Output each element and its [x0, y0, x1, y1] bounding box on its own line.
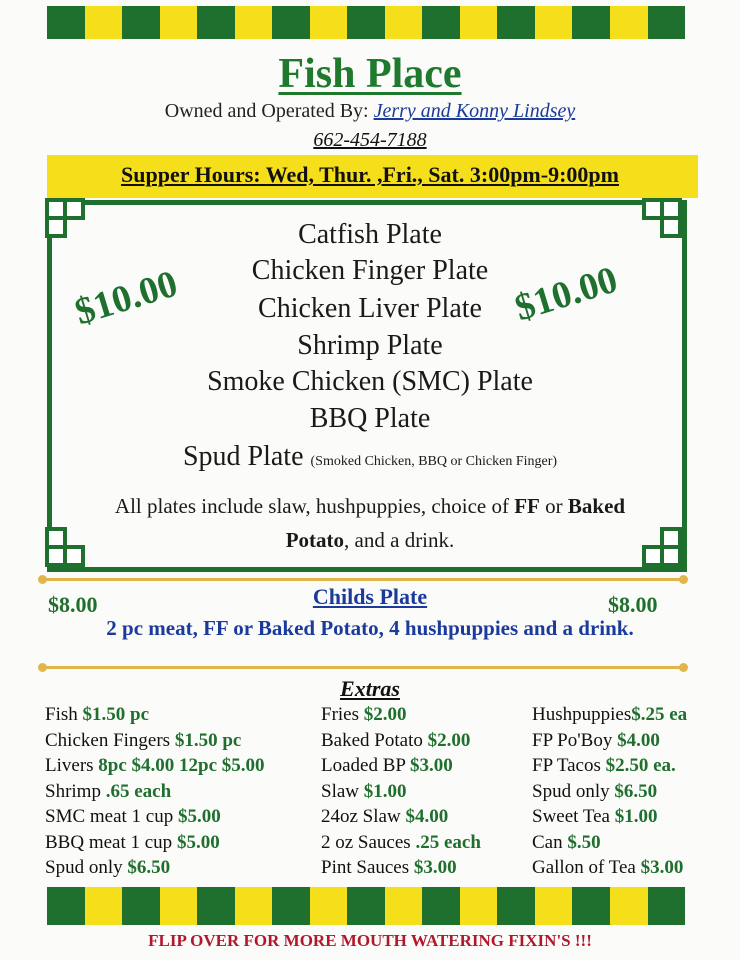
extras-item-price: 8pc $4.00 12pc $5.00: [98, 755, 265, 776]
extras-item: [532, 755, 687, 781]
extras-item: [532, 730, 687, 756]
stripe-segment: [648, 6, 686, 39]
plate-item: Chicken Finger Plate: [251, 255, 489, 286]
stripe-segment: [310, 6, 348, 39]
extras-item-price: $1.00: [614, 806, 658, 827]
plate-item: Shrimp Plate: [297, 330, 443, 361]
extras-item-name: FP Po'Boy: [532, 729, 613, 751]
extras-item-name: Fish: [45, 704, 78, 725]
child-price-left: $8.00: [48, 592, 98, 617]
extras-title: Extras: [340, 676, 400, 701]
extras-item-price: $3.00: [413, 857, 457, 878]
stripe-segment: [385, 6, 423, 39]
stripe-segment: [272, 6, 310, 39]
extras-item: [45, 755, 265, 781]
stripe-segment: [610, 887, 648, 925]
stripe-segment: [535, 6, 573, 39]
stripe-segment: [347, 887, 385, 925]
extras-item-name: Hushpuppies: [532, 704, 632, 725]
stripe-segment: [47, 887, 85, 925]
stripe-segment: [197, 6, 235, 39]
spud-plate-label: Spud Plate: [182, 441, 304, 472]
stripe-segment: [235, 887, 273, 925]
extras-item-name: Sweet Tea: [532, 806, 610, 827]
stripe-segment: [460, 6, 498, 39]
includes-text: All plates include slaw, hushpuppies, choice of: [114, 494, 515, 518]
extras-item-price: .25 each: [415, 831, 481, 853]
extras-item-name: Loaded BP: [321, 755, 406, 776]
extras-item: [321, 857, 481, 883]
stripe-segment: [460, 887, 498, 925]
extras-item-price: $6.50: [127, 857, 171, 878]
extras-item-price: $6.50: [614, 780, 658, 802]
extras-item-price: $.50: [567, 831, 601, 853]
extras-item-price: $1.00: [363, 780, 407, 802]
extras-item-price: $.25 ea: [631, 704, 688, 725]
stripe-segment: [310, 887, 348, 925]
extras-item-price: $5.00: [178, 806, 221, 827]
stripe-segment: [160, 6, 198, 39]
extras-column-2: [321, 704, 481, 883]
owner-names: Jerry and Konny Lindsey: [373, 100, 576, 122]
child-price-right: $8.00: [608, 592, 658, 617]
stripe-segment: [385, 887, 423, 925]
plate-item: BBQ Plate: [309, 403, 431, 434]
plate-item: Chicken Liver Plate: [258, 293, 482, 324]
extras-item: [321, 832, 481, 858]
extras-item-name: Can: [532, 831, 563, 853]
stripe-segment: [272, 887, 310, 925]
includes-potato: Potato: [285, 528, 345, 552]
stripe-segment: [610, 6, 648, 39]
extras-item: [532, 832, 687, 858]
extras-item-price: $2.50 ea.: [605, 755, 676, 776]
phone-number: 662-454-7188: [313, 129, 427, 151]
extras-item-name: Pint Sauces: [321, 857, 410, 878]
extras-item-name: 2 oz Sauces: [321, 831, 411, 853]
extras-item-price: $1.50 pc: [82, 704, 149, 725]
extras-item-name: Spud only: [45, 857, 123, 878]
supper-hours: Supper Hours: Wed, Thur. ,Fri., Sat. 3:00pm-9:00pm: [121, 162, 619, 187]
stripe-segment: [422, 6, 460, 39]
extras-item-name: Spud only: [532, 780, 610, 802]
extras-item-name: Shrimp: [45, 780, 101, 802]
extras-item: [532, 806, 687, 832]
child-plate-title: Childs Plate: [312, 584, 428, 609]
section-divider: [42, 578, 684, 581]
extras-item-price: $3.00: [640, 857, 684, 878]
extras-item-name: 24oz Slaw: [321, 806, 401, 827]
plate-item-spud: [0, 441, 740, 473]
stripe-segment: [85, 887, 123, 925]
owner-line: [0, 100, 740, 123]
stripe-segment: [535, 887, 573, 925]
plate-item: Catfish Plate: [298, 219, 442, 250]
includes-end: , and a drink.: [344, 528, 455, 552]
extras-item-price: .65 each: [105, 780, 172, 802]
stripe-segment: [572, 6, 610, 39]
extras-item-price: $3.00: [410, 755, 453, 776]
plate-item: Smoke Chicken (SMC) Plate: [207, 366, 533, 397]
extras-item-price: $1.50 pc: [174, 729, 242, 751]
extras-item-name: FP Tacos: [532, 755, 601, 776]
extras-item: [321, 730, 481, 756]
owner-prefix: Owned and Operated By:: [164, 100, 369, 122]
plates-include-note: [60, 489, 680, 557]
includes-or: or: [539, 494, 568, 518]
extras-item: [321, 704, 481, 730]
top-decorative-stripe: [47, 6, 685, 39]
extras-item: [321, 755, 481, 781]
extras-item: [532, 704, 687, 730]
extras-item-name: Fries: [321, 704, 359, 725]
plate-price-left: $10.00: [70, 262, 183, 334]
extras-item-price: $2.00: [427, 729, 471, 751]
extras-item-name: Chicken Fingers: [45, 729, 171, 751]
extras-item: [45, 857, 265, 883]
bottom-decorative-stripe: [47, 887, 685, 925]
stripe-segment: [160, 887, 198, 925]
page-title: Fish Place: [278, 51, 462, 97]
extras-item: [45, 730, 265, 756]
extras-item-name: Baked Potato: [321, 729, 423, 751]
stripe-segment: [122, 887, 160, 925]
stripe-segment: [47, 6, 85, 39]
extras-item: [45, 704, 265, 730]
plate-price-right: $10.00: [510, 258, 623, 330]
extras-item-name: SMC meat 1 cup: [45, 806, 174, 827]
extras-item: [45, 832, 265, 858]
stripe-segment: [85, 6, 123, 39]
extras-item-price: $4.00: [405, 806, 449, 827]
stripe-segment: [497, 6, 535, 39]
child-plate-description: 2 pc meat, FF or Baked Potato, 4 hushpuppies and a drink.: [106, 616, 634, 640]
extras-item: [532, 857, 687, 883]
stripe-segment: [497, 887, 535, 925]
stripe-segment: [235, 6, 273, 39]
extras-item: [321, 781, 481, 807]
footer-note: FLIP OVER FOR MORE MOUTH WATERING FIXIN'S !!!: [148, 931, 592, 950]
extras-item-name: Gallon of Tea: [532, 857, 636, 878]
stripe-segment: [122, 6, 160, 39]
extras-item: [532, 781, 687, 807]
extras-item: [45, 781, 265, 807]
extras-item: [45, 806, 265, 832]
extras-item-price: $2.00: [363, 704, 407, 725]
stripe-segment: [422, 887, 460, 925]
stripe-segment: [572, 887, 610, 925]
extras-item-name: Slaw: [321, 780, 359, 802]
extras-item-name: Livers: [45, 755, 94, 776]
extras-item-price: $5.00: [176, 831, 220, 853]
stripe-segment: [648, 887, 686, 925]
extras-column-3: [532, 704, 687, 883]
spud-plate-note: (Smoked Chicken, BBQ or Chicken Finger): [310, 454, 558, 469]
extras-item-name: BBQ meat 1 cup: [45, 831, 173, 853]
stripe-segment: [197, 887, 235, 925]
extras-column-1: [45, 704, 265, 883]
includes-baked: Baked: [567, 494, 626, 518]
stripe-segment: [347, 6, 385, 39]
extras-item-price: $4.00: [617, 729, 660, 751]
extras-item: [321, 806, 481, 832]
section-divider: [42, 666, 684, 669]
includes-ff: FF: [514, 494, 540, 518]
